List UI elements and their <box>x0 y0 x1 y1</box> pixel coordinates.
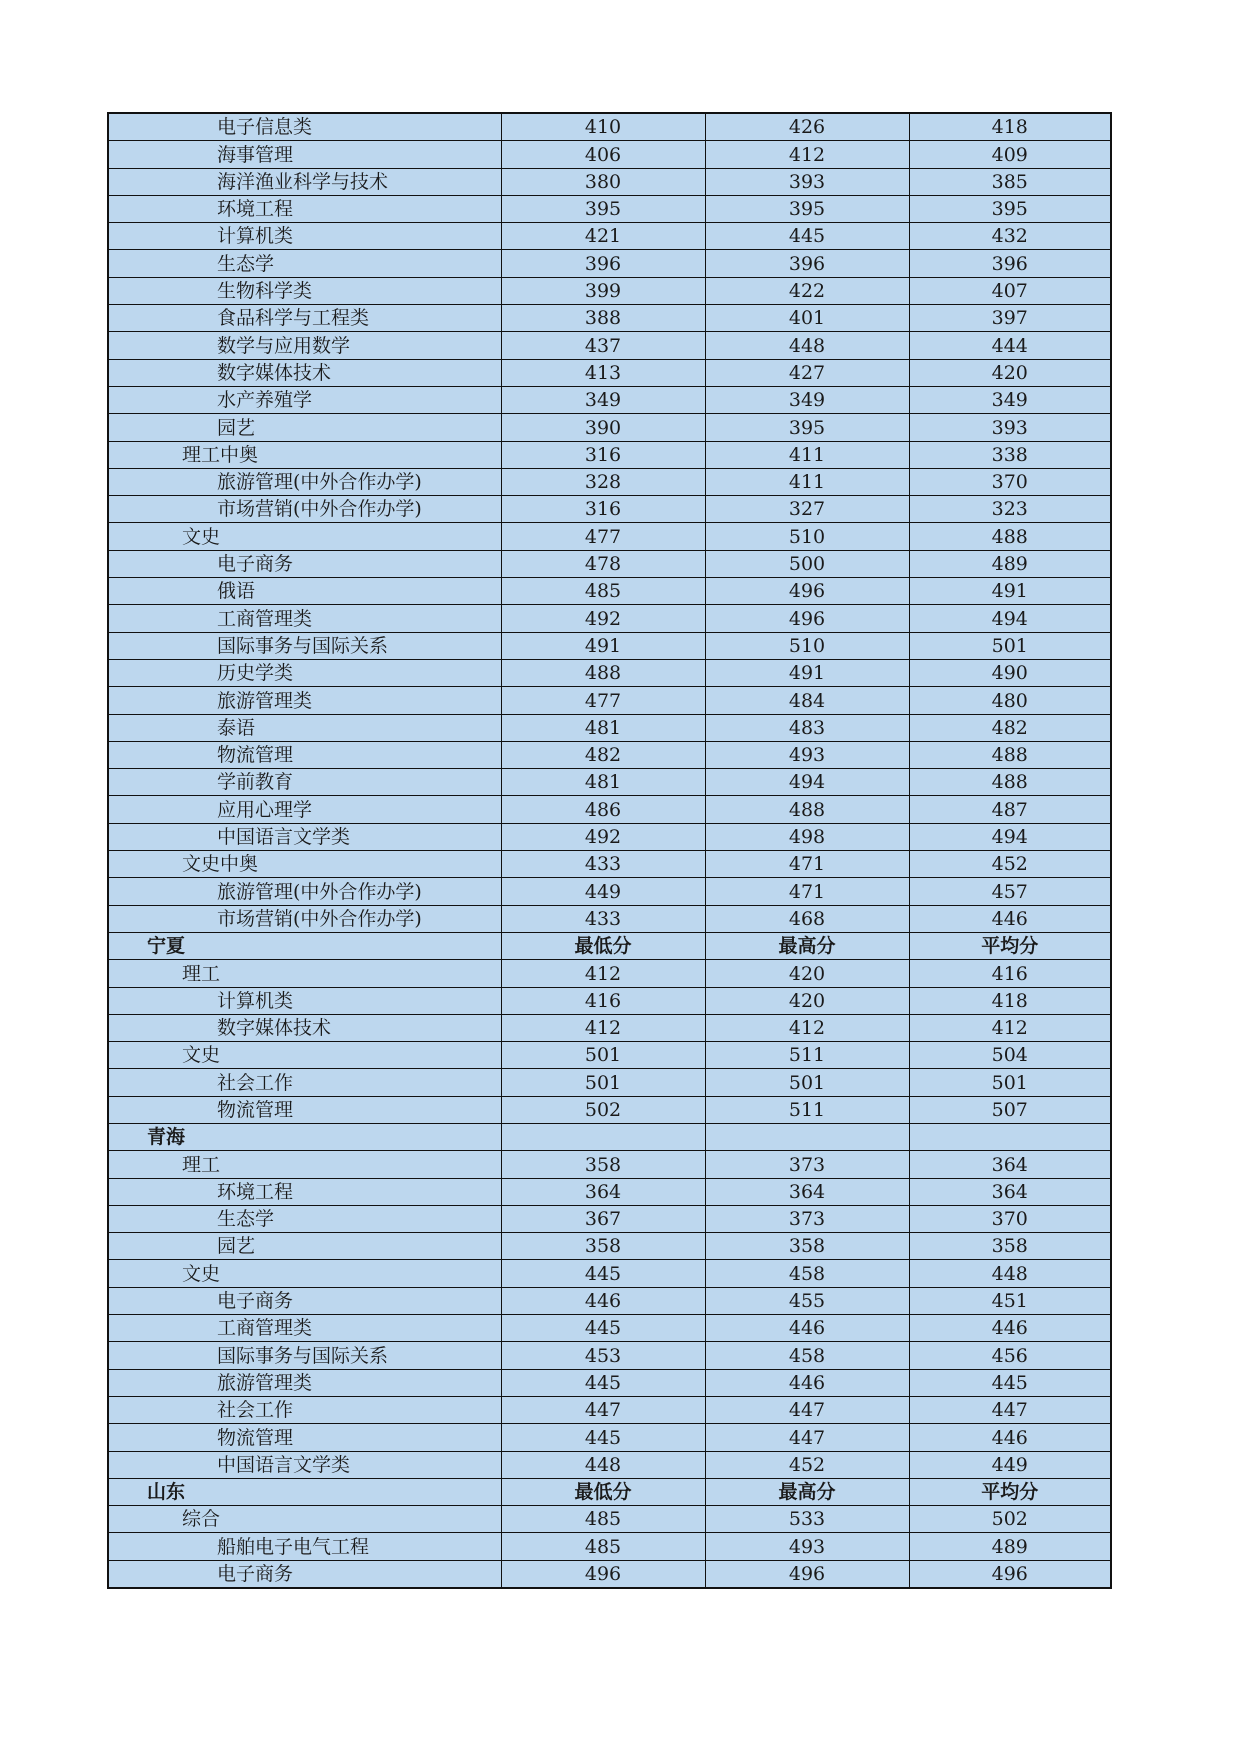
major-name-cell: 工商管理类 <box>108 1315 501 1342</box>
avg-score-cell: 420 <box>909 359 1111 386</box>
major-name-cell: 社会工作 <box>108 1069 501 1096</box>
max-score-cell: 401 <box>705 305 909 332</box>
major-row <box>108 687 1111 714</box>
min-score-cell: 453 <box>501 1342 705 1369</box>
max-score-cell: 500 <box>705 550 909 577</box>
major-name-cell: 旅游管理(中外合作办学) <box>108 468 501 495</box>
min-score-cell: 433 <box>501 905 705 932</box>
avg-score-cell: 488 <box>909 769 1111 796</box>
min-score-header-cell: 最低分 <box>501 932 705 959</box>
avg-score-cell: 446 <box>909 1315 1111 1342</box>
avg-score-cell: 480 <box>909 687 1111 714</box>
max-score-cell: 471 <box>705 851 909 878</box>
major-row <box>108 741 1111 768</box>
avg-score-cell: 482 <box>909 714 1111 741</box>
major-row <box>108 1424 1111 1451</box>
min-score-cell: 399 <box>501 277 705 304</box>
major-name-cell: 计算机类 <box>108 223 501 250</box>
avg-score-cell: 370 <box>909 1205 1111 1232</box>
max-score-cell: 488 <box>705 796 909 823</box>
avg-score-cell: 393 <box>909 414 1111 441</box>
major-row <box>108 1178 1111 1205</box>
min-score-cell: 421 <box>501 223 705 250</box>
category-row <box>108 1260 1111 1287</box>
max-score-cell: 483 <box>705 714 909 741</box>
max-score-cell: 358 <box>705 1233 909 1260</box>
avg-score-cell: 323 <box>909 496 1111 523</box>
avg-score-header-cell: 平均分 <box>909 932 1111 959</box>
min-score-cell: 478 <box>501 550 705 577</box>
max-score-cell: 446 <box>705 1369 909 1396</box>
major-name-cell: 生态学 <box>108 250 501 277</box>
province-name-cell: 宁夏 <box>108 932 501 959</box>
major-row <box>108 605 1111 632</box>
category-name-cell: 综合 <box>108 1506 501 1533</box>
min-score-cell: 448 <box>501 1451 705 1478</box>
major-name-cell: 电子商务 <box>108 1560 501 1588</box>
province-header-row <box>108 932 1111 959</box>
avg-score-cell: 449 <box>909 1451 1111 1478</box>
avg-score-cell: 502 <box>909 1506 1111 1533</box>
category-row <box>108 1042 1111 1069</box>
major-name-cell: 生物科学类 <box>108 277 501 304</box>
category-row <box>108 1151 1111 1178</box>
province-name-cell: 青海 <box>108 1123 501 1150</box>
table-body <box>108 113 1111 1588</box>
min-score-cell: 445 <box>501 1315 705 1342</box>
max-score-cell: 511 <box>705 1096 909 1123</box>
avg-score-cell: 504 <box>909 1042 1111 1069</box>
min-score-cell: 496 <box>501 1560 705 1588</box>
avg-score-cell: 364 <box>909 1178 1111 1205</box>
max-score-cell: 498 <box>705 823 909 850</box>
major-row <box>108 305 1111 332</box>
major-row <box>108 632 1111 659</box>
max-score-cell: 395 <box>705 414 909 441</box>
major-name-cell: 社会工作 <box>108 1396 501 1423</box>
major-name-cell: 电子商务 <box>108 1287 501 1314</box>
major-name-cell: 中国语言文学类 <box>108 1451 501 1478</box>
avg-score-cell: 412 <box>909 1014 1111 1041</box>
admission-scores-table <box>107 112 1112 1589</box>
avg-score-cell: 397 <box>909 305 1111 332</box>
major-name-cell: 应用心理学 <box>108 796 501 823</box>
min-score-cell: 485 <box>501 578 705 605</box>
major-name-cell: 海事管理 <box>108 141 501 168</box>
max-score-cell: 412 <box>705 1014 909 1041</box>
major-name-cell: 园艺 <box>108 1233 501 1260</box>
min-score-cell: 492 <box>501 605 705 632</box>
major-name-cell: 国际事务与国际关系 <box>108 1342 501 1369</box>
category-row <box>108 441 1111 468</box>
avg-score-cell: 507 <box>909 1096 1111 1123</box>
max-score-cell: 411 <box>705 468 909 495</box>
category-name-cell: 理工 <box>108 960 501 987</box>
min-score-cell: 477 <box>501 687 705 714</box>
max-score-cell: 471 <box>705 878 909 905</box>
avg-score-cell: 456 <box>909 1342 1111 1369</box>
min-score-cell: 412 <box>501 1014 705 1041</box>
major-name-cell: 工商管理类 <box>108 605 501 632</box>
avg-score-cell: 451 <box>909 1287 1111 1314</box>
category-row <box>108 1506 1111 1533</box>
province-header-row <box>108 1123 1111 1150</box>
min-score-cell: 388 <box>501 305 705 332</box>
major-row <box>108 168 1111 195</box>
major-row <box>108 1369 1111 1396</box>
min-score-cell: 445 <box>501 1369 705 1396</box>
max-score-header-cell <box>705 1123 909 1150</box>
avg-score-cell: 488 <box>909 741 1111 768</box>
avg-score-cell: 494 <box>909 605 1111 632</box>
avg-score-cell: 496 <box>909 1560 1111 1588</box>
avg-score-cell: 358 <box>909 1233 1111 1260</box>
min-score-cell: 485 <box>501 1506 705 1533</box>
major-name-cell: 物流管理 <box>108 741 501 768</box>
major-row <box>108 1287 1111 1314</box>
min-score-cell: 410 <box>501 113 705 141</box>
avg-score-header-cell: 平均分 <box>909 1478 1111 1505</box>
max-score-cell: 511 <box>705 1042 909 1069</box>
major-name-cell: 历史学类 <box>108 659 501 686</box>
min-score-cell: 477 <box>501 523 705 550</box>
category-row <box>108 523 1111 550</box>
avg-score-cell: 416 <box>909 960 1111 987</box>
major-row <box>108 905 1111 932</box>
min-score-header-cell <box>501 1123 705 1150</box>
min-score-cell: 492 <box>501 823 705 850</box>
min-score-cell: 358 <box>501 1233 705 1260</box>
major-name-cell: 物流管理 <box>108 1424 501 1451</box>
max-score-cell: 427 <box>705 359 909 386</box>
avg-score-cell: 432 <box>909 223 1111 250</box>
major-row <box>108 578 1111 605</box>
category-name-cell: 文史 <box>108 1042 501 1069</box>
major-name-cell: 泰语 <box>108 714 501 741</box>
max-score-cell: 447 <box>705 1396 909 1423</box>
max-score-cell: 364 <box>705 1178 909 1205</box>
major-name-cell: 旅游管理(中外合作办学) <box>108 878 501 905</box>
major-name-cell: 计算机类 <box>108 987 501 1014</box>
min-score-cell: 367 <box>501 1205 705 1232</box>
avg-score-cell: 501 <box>909 632 1111 659</box>
min-score-cell: 481 <box>501 769 705 796</box>
major-row <box>108 1533 1111 1560</box>
max-score-cell: 447 <box>705 1424 909 1451</box>
major-name-cell: 海洋渔业科学与技术 <box>108 168 501 195</box>
max-score-cell: 373 <box>705 1205 909 1232</box>
max-score-cell: 496 <box>705 1560 909 1588</box>
min-score-cell: 416 <box>501 987 705 1014</box>
major-name-cell: 市场营销(中外合作办学) <box>108 905 501 932</box>
major-name-cell: 数字媒体技术 <box>108 359 501 386</box>
avg-score-cell: 364 <box>909 1151 1111 1178</box>
max-score-cell: 327 <box>705 496 909 523</box>
min-score-cell: 364 <box>501 1178 705 1205</box>
min-score-cell: 412 <box>501 960 705 987</box>
avg-score-cell: 489 <box>909 1533 1111 1560</box>
max-score-cell: 412 <box>705 141 909 168</box>
max-score-cell: 484 <box>705 687 909 714</box>
major-name-cell: 市场营销(中外合作办学) <box>108 496 501 523</box>
avg-score-cell: 501 <box>909 1069 1111 1096</box>
major-row <box>108 223 1111 250</box>
major-row <box>108 1205 1111 1232</box>
major-name-cell: 旅游管理类 <box>108 687 501 714</box>
max-score-cell: 510 <box>705 523 909 550</box>
major-row <box>108 468 1111 495</box>
major-name-cell: 食品科学与工程类 <box>108 305 501 332</box>
avg-score-cell: 488 <box>909 523 1111 550</box>
max-score-cell: 411 <box>705 441 909 468</box>
major-name-cell: 船舶电子电气工程 <box>108 1533 501 1560</box>
major-row <box>108 1233 1111 1260</box>
category-name-cell: 文史 <box>108 523 501 550</box>
avg-score-cell: 418 <box>909 113 1111 141</box>
major-row <box>108 1014 1111 1041</box>
major-row <box>108 277 1111 304</box>
max-score-cell: 426 <box>705 113 909 141</box>
max-score-cell: 510 <box>705 632 909 659</box>
major-row <box>108 332 1111 359</box>
min-score-header-cell: 最低分 <box>501 1478 705 1505</box>
avg-score-cell: 445 <box>909 1369 1111 1396</box>
major-row <box>108 386 1111 413</box>
major-row <box>108 496 1111 523</box>
min-score-cell: 358 <box>501 1151 705 1178</box>
major-name-cell: 俄语 <box>108 578 501 605</box>
max-score-cell: 458 <box>705 1260 909 1287</box>
avg-score-cell: 452 <box>909 851 1111 878</box>
major-row <box>108 414 1111 441</box>
major-row <box>108 659 1111 686</box>
major-row <box>108 1315 1111 1342</box>
max-score-cell: 448 <box>705 332 909 359</box>
min-score-cell: 413 <box>501 359 705 386</box>
avg-score-cell: 407 <box>909 277 1111 304</box>
major-row <box>108 796 1111 823</box>
major-row <box>108 1069 1111 1096</box>
min-score-cell: 486 <box>501 796 705 823</box>
max-score-cell: 422 <box>705 277 909 304</box>
max-score-cell: 446 <box>705 1315 909 1342</box>
major-row <box>108 141 1111 168</box>
min-score-cell: 395 <box>501 195 705 222</box>
avg-score-cell: 446 <box>909 905 1111 932</box>
max-score-header-cell: 最高分 <box>705 1478 909 1505</box>
avg-score-cell: 395 <box>909 195 1111 222</box>
major-name-cell: 电子商务 <box>108 550 501 577</box>
max-score-header-cell: 最高分 <box>705 932 909 959</box>
max-score-cell: 420 <box>705 987 909 1014</box>
major-name-cell: 数学与应用数学 <box>108 332 501 359</box>
min-score-cell: 316 <box>501 496 705 523</box>
major-name-cell: 生态学 <box>108 1205 501 1232</box>
major-row <box>108 1560 1111 1588</box>
avg-score-cell: 338 <box>909 441 1111 468</box>
max-score-cell: 393 <box>705 168 909 195</box>
max-score-cell: 445 <box>705 223 909 250</box>
max-score-cell: 458 <box>705 1342 909 1369</box>
min-score-cell: 380 <box>501 168 705 195</box>
avg-score-cell: 446 <box>909 1424 1111 1451</box>
major-row <box>108 823 1111 850</box>
major-row <box>108 1096 1111 1123</box>
min-score-cell: 501 <box>501 1069 705 1096</box>
min-score-cell: 349 <box>501 386 705 413</box>
min-score-cell: 445 <box>501 1424 705 1451</box>
avg-score-cell: 489 <box>909 550 1111 577</box>
major-row <box>108 987 1111 1014</box>
min-score-cell: 433 <box>501 851 705 878</box>
avg-score-cell: 457 <box>909 878 1111 905</box>
province-name-cell: 山东 <box>108 1478 501 1505</box>
max-score-cell: 468 <box>705 905 909 932</box>
max-score-cell: 493 <box>705 741 909 768</box>
major-row <box>108 195 1111 222</box>
avg-score-cell: 491 <box>909 578 1111 605</box>
min-score-cell: 488 <box>501 659 705 686</box>
avg-score-cell: 418 <box>909 987 1111 1014</box>
avg-score-cell: 444 <box>909 332 1111 359</box>
min-score-cell: 482 <box>501 741 705 768</box>
max-score-cell: 396 <box>705 250 909 277</box>
avg-score-cell: 448 <box>909 1260 1111 1287</box>
avg-score-cell: 409 <box>909 141 1111 168</box>
major-name-cell: 数字媒体技术 <box>108 1014 501 1041</box>
max-score-cell: 493 <box>705 1533 909 1560</box>
max-score-cell: 494 <box>705 769 909 796</box>
major-row <box>108 359 1111 386</box>
major-row <box>108 250 1111 277</box>
major-row <box>108 550 1111 577</box>
max-score-cell: 455 <box>705 1287 909 1314</box>
min-score-cell: 446 <box>501 1287 705 1314</box>
major-row <box>108 1396 1111 1423</box>
major-name-cell: 环境工程 <box>108 1178 501 1205</box>
avg-score-header-cell <box>909 1123 1111 1150</box>
category-name-cell: 文史 <box>108 1260 501 1287</box>
max-score-cell: 452 <box>705 1451 909 1478</box>
category-row <box>108 851 1111 878</box>
major-name-cell: 环境工程 <box>108 195 501 222</box>
major-row <box>108 1342 1111 1369</box>
major-name-cell: 园艺 <box>108 414 501 441</box>
major-row <box>108 769 1111 796</box>
min-score-cell: 449 <box>501 878 705 905</box>
max-score-cell: 496 <box>705 578 909 605</box>
avg-score-cell: 494 <box>909 823 1111 850</box>
major-name-cell: 电子信息类 <box>108 113 501 141</box>
min-score-cell: 445 <box>501 1260 705 1287</box>
min-score-cell: 485 <box>501 1533 705 1560</box>
major-name-cell: 中国语言文学类 <box>108 823 501 850</box>
max-score-cell: 373 <box>705 1151 909 1178</box>
max-score-cell: 501 <box>705 1069 909 1096</box>
avg-score-cell: 370 <box>909 468 1111 495</box>
max-score-cell: 349 <box>705 386 909 413</box>
min-score-cell: 491 <box>501 632 705 659</box>
major-name-cell: 物流管理 <box>108 1096 501 1123</box>
category-row <box>108 960 1111 987</box>
min-score-cell: 501 <box>501 1042 705 1069</box>
category-name-cell: 文史中奥 <box>108 851 501 878</box>
avg-score-cell: 396 <box>909 250 1111 277</box>
major-row <box>108 113 1111 141</box>
major-name-cell: 水产养殖学 <box>108 386 501 413</box>
max-score-cell: 395 <box>705 195 909 222</box>
max-score-cell: 533 <box>705 1506 909 1533</box>
major-row <box>108 878 1111 905</box>
min-score-cell: 390 <box>501 414 705 441</box>
major-row <box>108 1451 1111 1478</box>
major-name-cell: 学前教育 <box>108 769 501 796</box>
major-row <box>108 714 1111 741</box>
category-name-cell: 理工中奥 <box>108 441 501 468</box>
avg-score-cell: 349 <box>909 386 1111 413</box>
category-name-cell: 理工 <box>108 1151 501 1178</box>
min-score-cell: 502 <box>501 1096 705 1123</box>
min-score-cell: 481 <box>501 714 705 741</box>
max-score-cell: 496 <box>705 605 909 632</box>
major-name-cell: 国际事务与国际关系 <box>108 632 501 659</box>
province-header-row <box>108 1478 1111 1505</box>
major-name-cell: 旅游管理类 <box>108 1369 501 1396</box>
max-score-cell: 491 <box>705 659 909 686</box>
min-score-cell: 328 <box>501 468 705 495</box>
min-score-cell: 316 <box>501 441 705 468</box>
avg-score-cell: 447 <box>909 1396 1111 1423</box>
min-score-cell: 406 <box>501 141 705 168</box>
avg-score-cell: 385 <box>909 168 1111 195</box>
min-score-cell: 437 <box>501 332 705 359</box>
max-score-cell: 420 <box>705 960 909 987</box>
avg-score-cell: 487 <box>909 796 1111 823</box>
avg-score-cell: 490 <box>909 659 1111 686</box>
min-score-cell: 447 <box>501 1396 705 1423</box>
min-score-cell: 396 <box>501 250 705 277</box>
